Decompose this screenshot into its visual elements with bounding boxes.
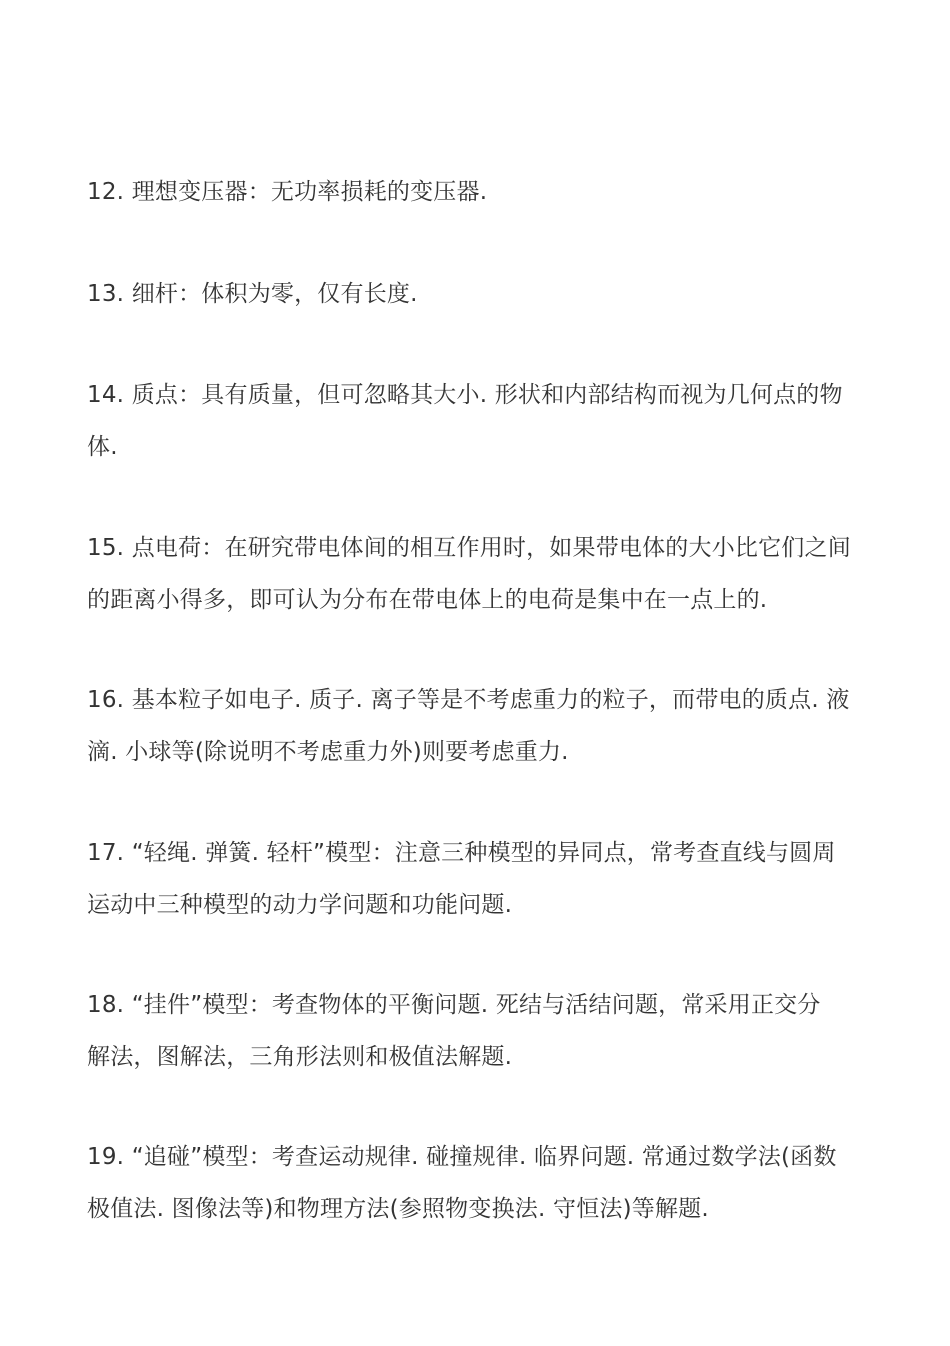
item-17-line-1: 17. “轻绳. 弹簧. 轻杆”模型：注意三种模型的异同点，常考查直线与圆周: [87, 840, 836, 866]
item-12: [87, 166, 867, 218]
item-17: [87, 827, 867, 931]
item-16-line-1: 16. 基本粒子如电子. 质子. 离子等是不考虑重力的粒子，而带电的质点. 液: [87, 687, 850, 713]
item-16-line-2: 滴. 小球等(除说明不考虑重力外)则要考虑重力.: [87, 739, 569, 765]
item-15: [87, 522, 867, 626]
item-18: [87, 979, 867, 1083]
item-12-line-1: 12. 理想变压器：无功率损耗的变压器.: [87, 179, 488, 205]
item-18-line-1: 18. “挂件”模型：考查物体的平衡问题. 死结与活结问题，常采用正交分: [87, 992, 821, 1018]
item-17-line-2: 运动中三种模型的动力学问题和功能问题.: [87, 892, 513, 918]
item-15-line-1: 15. 点电荷：在研究带电体间的相互作用时，如果带电体的大小比它们之间: [87, 535, 851, 561]
item-13: [87, 268, 867, 320]
item-19-line-1: 19. “追碰”模型：考查运动规律. 碰撞规律. 临界问题. 常通过数学法(函数: [87, 1144, 837, 1170]
item-14-line-2: 体.: [87, 434, 118, 460]
item-19: [87, 1131, 867, 1235]
item-16: [87, 674, 867, 778]
item-14-line-1: 14. 质点：具有质量，但可忽略其大小. 形状和内部结构而视为几何点的物: [87, 382, 843, 408]
item-18-line-2: 解法，图解法，三角形法则和极值法解题.: [87, 1044, 513, 1070]
item-13-line-1: 13. 细杆：体积为零，仅有长度.: [87, 281, 418, 307]
item-14: [87, 369, 867, 473]
item-19-line-2: 极值法. 图像法等)和物理方法(参照物变换法. 守恒法)等解题.: [87, 1196, 709, 1222]
item-15-line-2: 的距离小得多，即可认为分布在带电体上的电荷是集中在一点上的.: [87, 587, 768, 613]
